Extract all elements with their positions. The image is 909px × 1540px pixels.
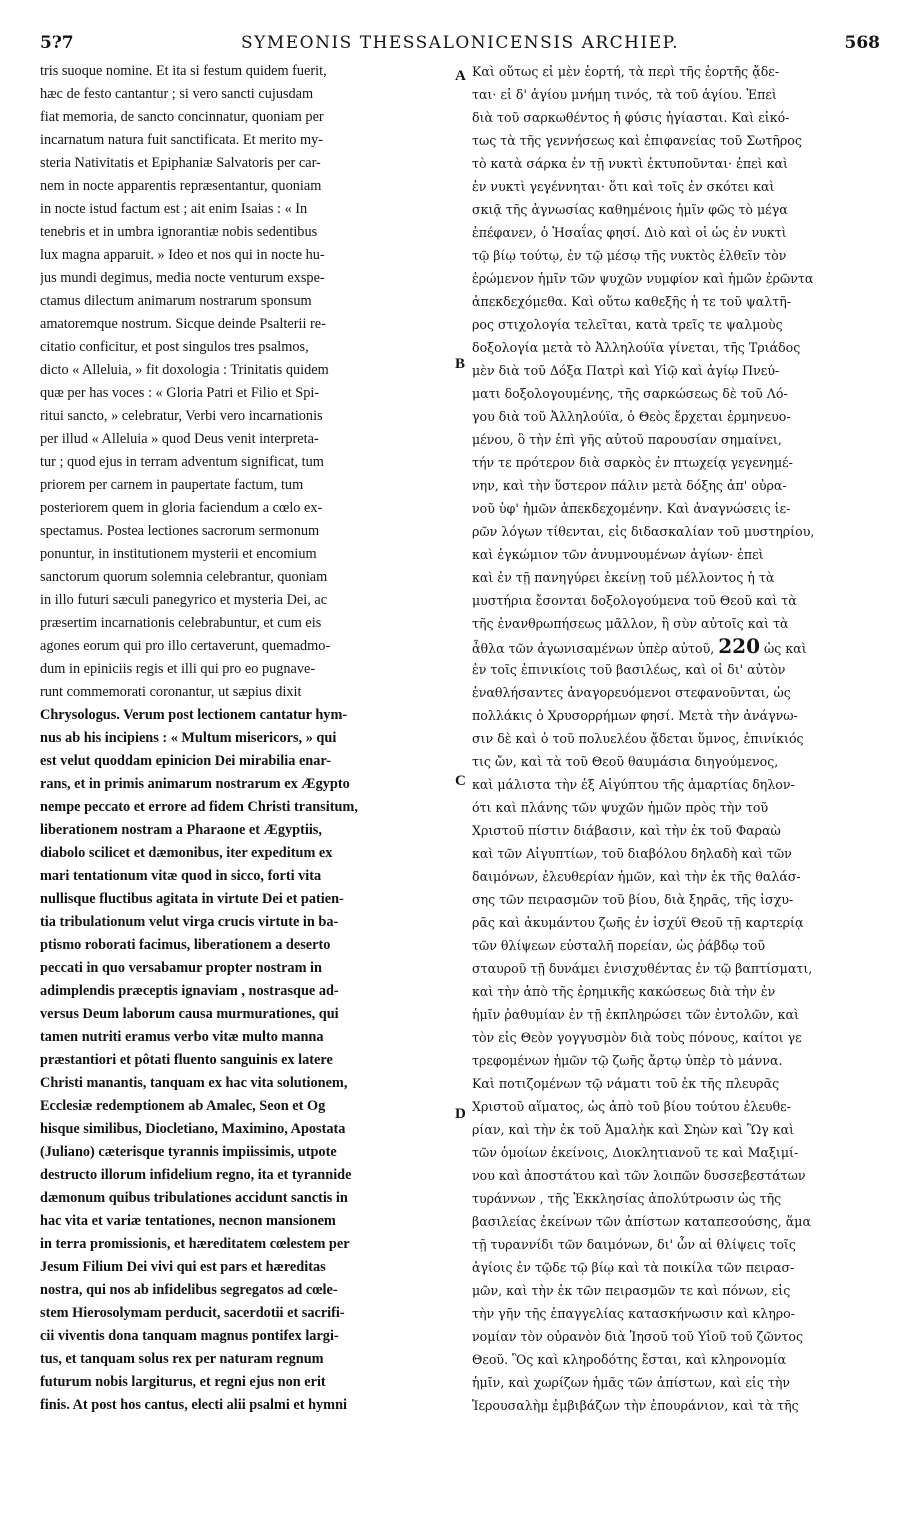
margin-marker-b: B [455,356,466,372]
greek-text-line: ρᾶς καὶ ἀκυμάντου ζωῆς ἐν ἰσχύϊ Θεοῦ τῇ καρτερίᾳ [472,915,804,930]
latin-text-line: diabolo scilicet et dæmonibus, iter expeditum ex [40,845,333,861]
greek-text-line: τὸ κατὰ σάρκα ἐν τῇ νυκτὶ ἐκτυποῦνται· ἐπεὶ καὶ [472,156,788,171]
latin-text-line: tur ; quod ejus in terram adventum significat, tum [40,454,324,470]
latin-column [40,60,450,1417]
greek-text-line: σιν δὲ καὶ ὁ τοῦ πολυελέου ᾄδεται ὕμνος, ἐπινίκιός [472,731,804,746]
greek-text-line: ἆθλα τῶν ἀγωνισαμένων ὑπὲρ αὐτοῦ, 220 ὡς καὶ [472,635,807,658]
latin-text-line: lux magna apparuit. » Ideo et nos qui in nocte hu- [40,247,325,263]
latin-text-line: jus mundi degimus, media nocte venturum exspe- [40,270,325,286]
latin-text-line: adimplendis præceptis ignaviam , nostrasque ad- [40,983,339,999]
greek-text-line: σκιᾷ τῆς ἀγνωσίας καθημένοις ἡμῖν φῶς τὸ μέγα [472,202,788,217]
latin-text-line: Ecclesiæ redemptionem ab Amalec, Seon et Og [40,1098,326,1114]
greek-text-line: δοξολογία μετὰ τὸ Ἀλληλούϊα γίνεται, τῆς Τριάδος [472,340,801,355]
latin-text-line: nostra, qui nos ab infidelibus segregatos ad cœle- [40,1282,338,1298]
greek-text-line: τήν τε πρότερον διὰ σαρκὸς ἐν πτωχείᾳ γεγενημέ- [472,455,793,470]
latin-text-line: agones eorum qui pro illo certaverunt, quemadmo- [40,638,331,654]
latin-text-line: in illo futuri sæculi panegyrico et mysteria Dei, ac [40,592,328,608]
greek-text-line: τρεφομένων ἡμῶν τῷ ζωῆς ἄρτῳ ὑπὲρ τὸ μάννα. [472,1053,783,1068]
greek-text-line: ἐν νυκτὶ γεγέννηται· ὅτι καὶ τοῖς ἐν σκότει καὶ [472,179,775,194]
latin-text-line: dæmonum quibus tribulationes accidunt sanctis in [40,1190,348,1206]
latin-text-line: citatio conficitur, et post singulos tres psalmos, [40,339,309,355]
greek-text-line: Χριστοῦ αἵματος, ὡς ἀπὸ τοῦ βίου τούτου ἐλευθε- [472,1099,791,1114]
greek-text-line: νου καὶ ἀποστάτου καὶ τῶν λοιπῶν δυσσεβεστάτων [472,1168,806,1183]
latin-text-line: amatoremque nostrum. Sicque deinde Psalterii re- [40,316,326,332]
latin-text-line: ritui sancto, » celebratur, Verbi vero incarnationis [40,408,323,424]
greek-text-line: ότι καὶ πλάνης τῶν ψυχῶν ἡμῶν πρὸς τὴν τοῦ [472,800,769,815]
latin-text-line: hac vita et variæ tentationes, necnon mansionem [40,1213,336,1229]
latin-text-line: runt commemorati coronantur, ut sæpius dixit [40,684,302,700]
latin-text-line: mari tentationum vitæ quod in sicco, forti vita [40,868,322,884]
greek-text-line: Καὶ ποτιζομένων τῷ νάματι τοῦ ἐκ τῆς πλευρᾶς [472,1076,780,1091]
greek-text-line: ἡμῖν ῥαθυμίαν ἐν τῇ ἐκπληρώσει τῶν ἐντολῶν, καὶ [472,1007,799,1022]
latin-text-line: nem in nocte apparentis repræsentantur, quoniam [40,178,322,194]
margin-marker-d: D [455,1106,466,1122]
greek-text-line: καὶ τῶν Αἰγυπτίων, τοῦ διαβόλου δηλαδὴ καὶ τῶν [472,846,792,861]
latin-text-line: tus, et tanquam solus rex per naturam regnum [40,1351,324,1367]
latin-text-line: ctamus dilectum animarum nostrarum sponsum [40,293,312,309]
greek-text-line: μυστήρια ἔσονται δοξολογούμενα τοῦ Θεοῦ καὶ τὰ [472,593,797,608]
latin-text-line: incarnatum natura fuit sanctificata. Et merito my- [40,132,324,148]
latin-text-line: Chrysologus. Verum post lectionem cantatur hym- [40,707,348,723]
greek-text-line: καὶ ἐν τῇ πανηγύρει ἐκείνῃ τοῦ μέλλοντος ἡ τὰ [472,570,775,585]
latin-text-line: cii viventis dona tanquam magnus pontifex largi- [40,1328,339,1344]
latin-text-line: rans, et in primis animarum nostrarum ex Ægypto [40,776,350,792]
latin-text-line: finis. At post hos cantus, electi alii psalmi et hymni [40,1397,348,1413]
latin-text-line: nempe peccato et errore ad fidem Christi transitum, [40,799,358,815]
greek-text-line: σης τῶν πειρασμῶν τοῦ βίου, διὰ ξηρᾶς, τῆς ἰσχυ- [472,892,794,907]
greek-text-line: τως τὰ τῆς γεννήσεως καὶ ἐπιφανείας τοῦ Σωτῆρος [472,133,802,148]
greek-text-line: τυράννων , τῆς Ἐκκλησίας ἀπολύτρωσιν ὡς τῆς [472,1191,782,1206]
greek-text-line: βασιλείας ἐκείνων τῶν ἀπίστων καταπεσούσης, ἅμα [472,1214,811,1229]
latin-text-line: præsertim incarnationis celebrabuntur, et cum eis [40,615,322,631]
greek-column [472,60,880,1417]
greek-text-line: τὴν γῆν τῆς ἐπαγγελίας κατασκήνωσιν καὶ κληρο- [472,1306,796,1321]
greek-text-line: μὲν διὰ τοῦ Δόξα Πατρὶ καὶ Υἱῷ καὶ ἁγίῳ Πνεύ- [472,363,780,378]
margin-marker-c: C [455,773,466,789]
greek-text-line: ἐναθλήσαντες ἀναγορευόμενοι στεφανοῦνται, ὡς [472,685,791,700]
greek-text-line: ρίαν, καὶ τὴν ἐκ τοῦ Ἀμαλὴκ καὶ Σηὼν καὶ Ὢγ καὶ [472,1122,795,1137]
latin-text-line: quæ per has voces : « Gloria Patri et Filio et Spi- [40,385,320,401]
latin-text-line: priorem per carnem in paupertate factum, tum [40,477,304,493]
greek-text-line: σταυροῦ τῇ δυνάμει ἐνισχυθέντας ἐν τῷ βαπτίσματι, [472,961,813,976]
greek-text-line: ται· εἰ δ' ἁγίου μνήμη τινός, τὰ τοῦ ἁγίου. Ἐπεὶ [472,87,777,102]
running-header [40,33,880,59]
greek-text-line: Καὶ οὕτως εἰ μὲν ἑορτή, τὰ περὶ τῆς ἑορτῆς ᾄδε- [472,64,780,79]
greek-text-line: τῆς ἐνανθρωπήσεως μᾶλλον, ἢ σὺν αὐτοῖς καὶ τὰ [472,616,789,631]
greek-text-line: καὶ ἐγκώμιον τῶν ἀνυμνουμένων ἁγίων· ἐπεὶ [472,547,764,562]
greek-text-line: τὸν εἰς Θεὸν γογγυσμὸν διὰ τοὺς πόνους, καίτοι γε [472,1030,802,1045]
page-number-left: 5?7 [40,33,74,53]
greek-text-line: τῷ βίῳ τούτῳ, ἐν τῷ μέσῳ τῆς νυκτὸς ἐλθεῖν τὸν [472,248,787,263]
greek-text-line: ἡμῖν, καὶ χωρίζων ἡμᾶς τῶν ἀπίστων, καὶ εἰς τὴν [472,1375,791,1390]
latin-text-line: posteriorem quem in gloria faciendum a cœlo ex- [40,500,323,516]
latin-text-line: steria Nativitatis et Epiphaniæ Salvatoris per car- [40,155,321,171]
greek-text-line: γου διὰ τοῦ Ἀλληλούϊα, ὁ Θεὸς ἔρχεται ἑρμηνευο- [472,409,791,424]
latin-text-line: spectamus. Postea lectiones sacrorum sermonum [40,523,320,539]
greek-text-line: ματι δοξολογουμένης, τῆς σαρκώσεως δὲ τοῦ Λό- [472,386,788,401]
latin-text-line: hæc de festo cantantur ; si vero sancti cujusdam [40,86,314,102]
latin-text-line: nullisque fluctibus agitata in virtute Dei et patien- [40,891,344,907]
latin-text-line: ponuntur, in institutionem mysterii et encomium [40,546,317,562]
latin-text-line: in terra promissionis, et hæreditatem cœlestem per [40,1236,350,1252]
latin-text-line: tenebris et in umbra ignorantiæ nobis sedentibus [40,224,318,240]
latin-text-line: dicto « Alleluia, » fit doxologia : Trinitatis quidem [40,362,329,378]
latin-text-line: ptismo roborati facimus, liberationem a deserto [40,937,331,953]
greek-text-line: πολλάκις ὁ Χρυσορρήμων φησί. Μετὰ τὴν ἀνάγνω- [472,708,798,723]
greek-text-line: τῶν θλίψεων εὐσταλῆ πορείαν, ὡς ῥάβδῳ τοῦ [472,938,765,953]
latin-text-line: nus ab his incipiens : « Multum misericors, » qui [40,730,337,746]
running-title: SYMEONIS THESSALONICENSIS ARCHIEP. [240,33,680,53]
latin-text-line: stem Hierosolymam perducit, sacerdotii et sacrifi- [40,1305,345,1321]
latin-text-line: in nocte istud factum est ; ait enim Isaias : « In [40,201,308,217]
greek-text-line: ρος στιχολογία τελεῖται, κατὰ τρεῖς τε ψαλμοὺς [472,317,783,332]
greek-text-line: δαιμόνων, ἐλευθερίαν ἡμῶν, καὶ τὴν ἐκ τῆς θαλάσ- [472,869,801,884]
greek-text-line: ἁγίοις ἐν τῷδε τῷ βίῳ καὶ τὰ ποικίλα τῶν πειρασ- [472,1260,795,1275]
greek-text-line: μένου, ὃ τὴν ἐπὶ γῆς αὐτοῦ παρουσίαν σημαίνει, [472,432,782,447]
latin-text-line: Jesum Filium Dei vivi qui est pars et hæreditas [40,1259,326,1275]
greek-text-line: μῶν, καὶ τὴν ἐκ τῶν πειρασμῶν τε καὶ πόνων, εἰς [472,1283,791,1298]
margin-marker-a: A [455,68,466,84]
latin-text-line: est velut quoddam epinicion Dei mirabilia enar- [40,753,331,769]
page-number-right: 568 [844,33,880,53]
greek-text-line: καὶ μάλιστα τὴν ἐξ Αἰγύπτου τῆς ἁμαρτίας δηλον- [472,777,795,792]
latin-text-line: per illud « Alleluia » quod Deus venit interpreta- [40,431,319,447]
greek-text-line: ἀπεκδεχόμεθα. Καὶ οὕτω καθεξῆς ἡ τε τοῦ ψαλτῆ- [472,294,792,309]
greek-text-line: Χριστοῦ πίστιν διάβασιν, καὶ τὴν ἐκ τοῦ Φαραὼ [472,823,781,838]
latin-text-line: tia tribulationum velut virga crucis virtute in ba- [40,914,339,930]
latin-text-line: peccati in quo versabamur propter nostram in [40,960,322,976]
column-number: 220 [718,635,760,658]
greek-text-line: Ἱερουσαλὴμ ἐμβιβάζων τὴν ἐπουράνιον, καὶ τὰ τῆς [472,1398,799,1413]
latin-text-line: tris suoque nomine. Et ita si festum quidem fuerit, [40,63,327,79]
greek-text-line: ἐρώμενον ἡμῖν τῶν ψυχῶν νυμφίον καὶ ἡμῶν ἐρῶντα [472,271,814,286]
greek-text-line: ἐπέφανεν, ὁ Ἡσαΐας φησί. Διὸ καὶ οἱ ὡς ἐν νυκτὶ [472,225,787,240]
latin-text-line: dum in epiniciis regis et illi qui pro eo pugnave- [40,661,316,677]
greek-text-line: καὶ τὴν ἀπὸ τῆς ἐρημικῆς κακώσεως διὰ τὴν ἐν [472,984,776,999]
latin-text-line: hisque similibus, Diocletiano, Maximino, Apostata [40,1121,346,1137]
latin-text-line: sanctorum quorum solemnia celebrantur, quoniam [40,569,328,585]
greek-text-line: τις ὤν, καὶ τὰ τοῦ Θεοῦ θαυμάσια διηγούμενος, [472,754,779,769]
greek-text-line: ρῶν λόγων τίθενται, εἰς διδασκαλίαν τοῦ μυστηρίου, [472,524,815,539]
latin-text-line: versus Deum laborum causa murmurationes, qui [40,1006,339,1022]
latin-text-line: destructo illorum infidelium regno, ita et tyrannide [40,1167,352,1183]
greek-text-line: ἐν τοῖς ἐπινικίοις τοῦ βασιλέως, καὶ οἱ δι' αὐτὸν [472,662,786,677]
greek-text-line: τῶν ὁμοίων ἐκείνοις, Διοκλητιανοῦ τε καὶ Μαξιμί- [472,1145,799,1160]
latin-text-line: fiat memoria, de sancto concinnatur, quoniam per [40,109,324,125]
latin-text-line: Christi manantis, tanquam ex hac vita solutionem, [40,1075,348,1091]
greek-text-line: νοῦ ὑφ' ἡμῶν ἀπεκδεχομένην. Καὶ ἀναγνώσεις ἱε- [472,501,791,516]
greek-text-line: διὰ τοῦ σαρκωθέντος ἡ φύσις ἡγίασται. Καὶ εἰκό- [472,110,790,125]
greek-text-line: νην, καὶ τὴν ὕστερον πάλιν μετὰ δόξης ἀπ' οὐρα- [472,478,787,493]
latin-text-line: liberationem nostram a Pharaone et Ægyptiis, [40,822,322,838]
latin-text-line: (Juliano) cæterisque tyrannis impiissimis, utpote [40,1144,337,1160]
latin-text-line: tamen nutriti eramus verbo vitæ multo manna [40,1029,324,1045]
greek-text-line: τῇ τυραννίδι τῶν δαιμόνων, δι' ὧν αἱ θλίψεις τοῖς [472,1237,796,1252]
latin-text-line: futurum nobis largiturus, et regni ejus non erit [40,1374,326,1390]
greek-text-line: νομίαν τὸν οὐρανὸν διὰ Ἰησοῦ τοῦ Υἱοῦ τοῦ ζῶντος [472,1329,804,1344]
greek-text-line: Θεοῦ. Ὃς καὶ κληροδότης ἔσται, καὶ κληρονομία [472,1352,787,1367]
latin-text-line: præstantiori et pôtati fluento sanguinis ex latere [40,1052,333,1068]
